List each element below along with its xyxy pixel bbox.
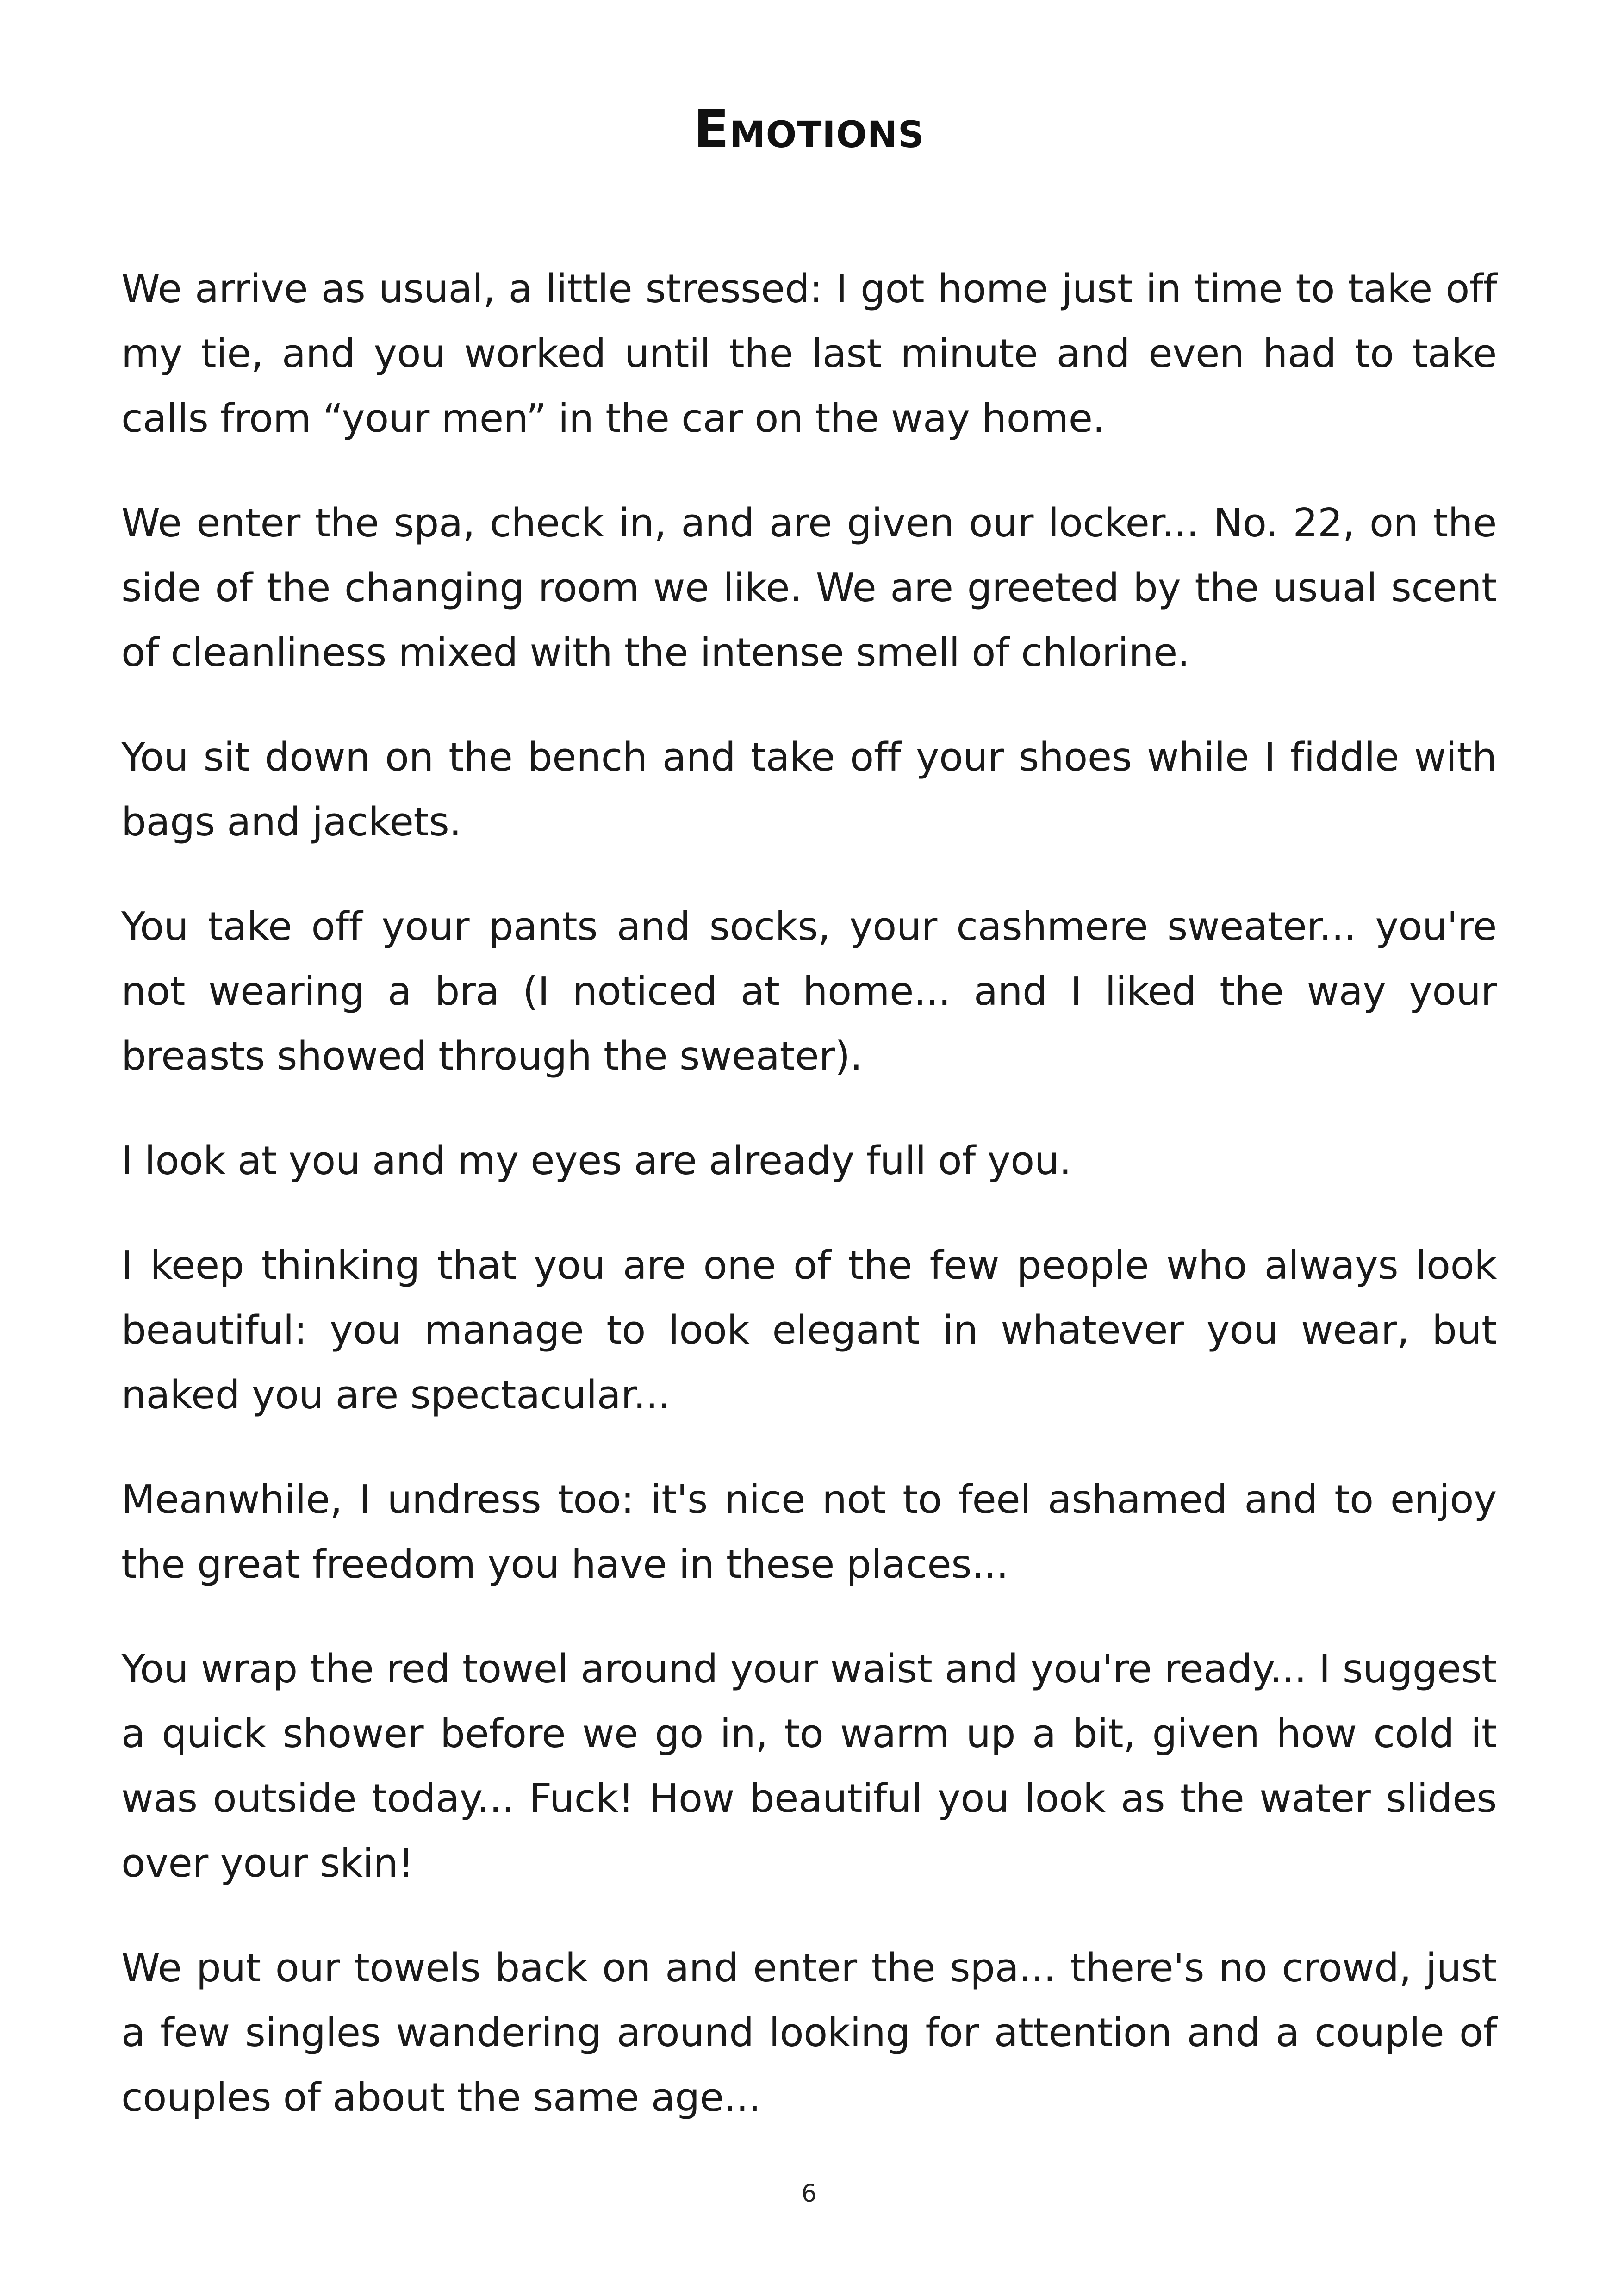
paragraph: We arrive as usual, a little stressed: I got home just in time to take off my tie, and you worked until the last minute and even had to take calls from “your men” in the car on the way home. — [121, 266, 1497, 442]
paragraph: I keep thinking that you are one of the few people who always look beautiful: you manage to look elegant in whatever you wear, but naked you are spectacular... — [121, 1243, 1497, 1418]
paragraph: I look at you and my eyes are already full of you. — [121, 1138, 1071, 1184]
paragraph: We enter the spa, check in, and are given our locker... No. 22, on the side of the changing room we like. We are greeted by the usual scent of cleanliness mixed with the intense smell of chlorine. — [121, 500, 1497, 676]
chapter-title: Emotions — [693, 100, 925, 160]
paragraph: You take off your pants and socks, your cashmere sweater... you're not wearing a bra (I noticed at home... and I liked the way your breasts showed through the sweater). — [121, 904, 1497, 1079]
body-text — [121, 257, 1497, 2170]
paragraph: Meanwhile, I undress too: it's nice not to feel ashamed and to enjoy the great freedom you have in these places... — [121, 1477, 1497, 1587]
page-number: 6 — [801, 2180, 817, 2208]
paragraph: You wrap the red towel around your waist and you're ready... I suggest a quick shower before we go in, to warm up a bit, given how cold it was outside today... Fuck! How beautiful you look as the water slides over your skin! — [121, 1646, 1497, 1886]
paragraph: You sit down on the bench and take off your shoes while I fiddle with bags and jackets. — [121, 734, 1497, 845]
paragraph: We put our towels back on and enter the spa... there's no crowd, just a few singles wandering around looking for attention and a couple of couples of about the same age... — [121, 1945, 1497, 2121]
